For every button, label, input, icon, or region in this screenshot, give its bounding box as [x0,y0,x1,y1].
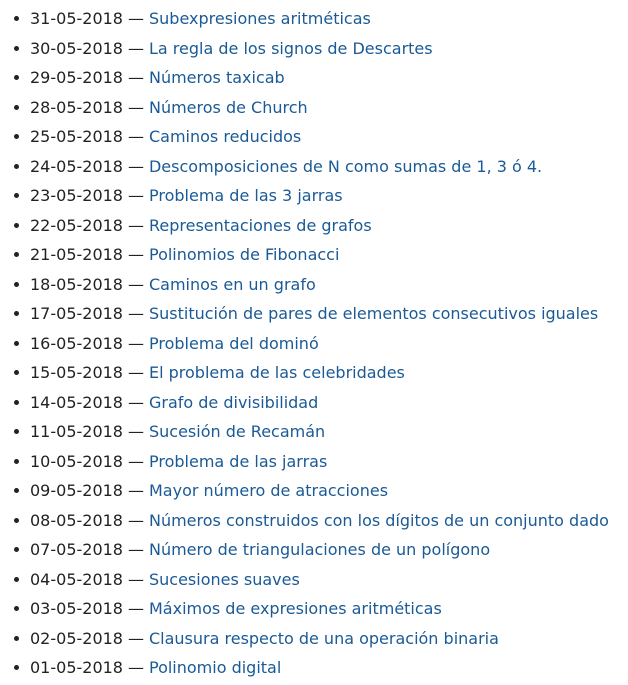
list-item [14,594,628,624]
bullet-icon [14,223,19,228]
entry-date: 11-05-2018 [30,422,123,441]
entry-date: 14-05-2018 [30,392,123,412]
entry-separator: — [127,658,144,677]
entry-separator: — [127,9,144,28]
entry-date: 21-05-2018 [30,245,123,264]
entry-date: 28-05-2018 [30,97,123,117]
bullet-icon [14,459,19,464]
bullet-icon [14,636,19,641]
list-item [14,329,628,359]
bullet-icon [14,105,19,110]
entry-link[interactable]: Problema de las 3 jarras [148,186,343,205]
entry-separator: — [127,186,144,205]
entry-link[interactable]: Números taxicab [148,68,285,87]
list-item [14,270,628,300]
bullet-icon [14,311,19,316]
entry-separator: — [127,156,144,176]
entry-link[interactable]: Problema del dominó [148,333,319,353]
entry-date: 31-05-2018 [30,9,123,28]
bullet-icon [14,193,19,198]
entry-date: 07-05-2018 [30,540,123,559]
bullet-icon [14,134,19,139]
list-item [14,624,628,654]
entry-date: 08-05-2018 [30,510,123,530]
entry-date: 10-05-2018 [30,451,123,471]
bullet-icon [14,164,19,169]
entry-date: 23-05-2018 [30,186,123,205]
bullet-icon [14,429,19,434]
bullet-icon [14,547,19,552]
entry-date: 09-05-2018 [30,481,123,500]
bullet-icon [14,282,19,287]
entry-separator: — [127,215,144,235]
bullet-icon [14,577,19,582]
entry-separator: — [127,68,144,87]
entry-date: 24-05-2018 [30,156,123,176]
entry-link[interactable]: El problema de las celebridades [148,363,405,382]
list-item [14,211,628,241]
entry-date: 04-05-2018 [30,569,123,589]
list-item [14,417,628,447]
entry-link[interactable]: Sustitución de pares de elementos consecutivos iguales [148,304,599,323]
entry-link[interactable]: La regla de los signos de Descartes [148,38,433,58]
entry-link[interactable]: Máximos de expresiones aritméticas [148,599,442,618]
bullet-icon [14,606,19,611]
bullet-icon [14,370,19,375]
list-item [14,63,628,93]
entry-date: 25-05-2018 [30,127,123,146]
bullet-icon [14,488,19,493]
entry-date: 03-05-2018 [30,599,123,618]
list-item [14,181,628,211]
entry-date: 02-05-2018 [30,628,123,648]
entry-separator: — [127,38,144,58]
entry-date: 30-05-2018 [30,38,123,58]
bullet-icon [14,665,19,670]
list-item [14,535,628,565]
entry-separator: — [127,510,144,530]
entry-date: 15-05-2018 [30,363,123,382]
list-item [14,152,628,182]
entry-separator: — [127,451,144,471]
entry-separator: — [127,274,144,294]
list-item [14,476,628,506]
entry-link[interactable]: Subexpresiones aritméticas [148,9,371,28]
entry-date: 17-05-2018 [30,304,123,323]
entry-link[interactable]: Sucesiones suaves [148,569,300,589]
list-item [14,388,628,418]
entry-separator: — [127,481,144,500]
entry-link[interactable]: Polinomio digital [148,658,282,677]
list-item [14,122,628,152]
list-item [14,565,628,595]
entry-date: 16-05-2018 [30,333,123,353]
entry-date: 29-05-2018 [30,68,123,87]
list-item [14,240,628,270]
entry-date: 01-05-2018 [30,658,123,677]
entry-link[interactable]: Caminos reducidos [148,127,302,146]
bullet-icon [14,16,19,21]
entry-separator: — [127,628,144,648]
entry-separator: — [127,333,144,353]
entry-link[interactable]: Números de Church [148,97,308,117]
entry-link[interactable]: Mayor número de atracciones [148,481,389,500]
entry-link[interactable]: Polinomios de Fibonacci [148,245,340,264]
entry-separator: — [127,569,144,589]
entry-link[interactable]: Sucesión de Recamán [148,422,326,441]
bullet-icon [14,46,19,51]
entry-link[interactable]: Clausura respecto de una operación binaria [148,628,499,648]
entry-separator: — [127,304,144,323]
list-item [14,34,628,64]
entry-separator: — [127,97,144,117]
bullet-icon [14,75,19,80]
bullet-icon [14,518,19,523]
list-item [14,4,628,34]
entry-separator: — [127,392,144,412]
list-item [14,358,628,388]
entry-separator: — [127,599,144,618]
entry-link[interactable]: Números construidos con los dígitos de un conjunto dado [148,510,609,530]
list-item [14,506,628,536]
entry-link[interactable]: Representaciones de grafos [148,215,372,235]
entry-separator: — [127,422,144,441]
bullet-icon [14,252,19,257]
list-item [14,93,628,123]
entry-separator: — [127,540,144,559]
entry-separator: — [127,363,144,382]
list-item [14,653,628,683]
list-item [14,447,628,477]
entry-separator: — [127,245,144,264]
entry-date: 22-05-2018 [30,215,123,235]
entry-separator: — [127,127,144,146]
entry-date: 18-05-2018 [30,274,123,294]
entry-link[interactable]: Descomposiciones de N como sumas de 1, 3 ó 4. [148,156,543,176]
list-item [14,299,628,329]
bullet-icon [14,400,19,405]
entry-link[interactable]: Número de triangulaciones de un polígono [148,540,491,559]
entry-link[interactable]: Grafo de divisibilidad [148,392,319,412]
entry-link[interactable]: Problema de las jarras [148,451,328,471]
bullet-icon [14,341,19,346]
entry-link[interactable]: Caminos en un grafo [148,274,316,294]
